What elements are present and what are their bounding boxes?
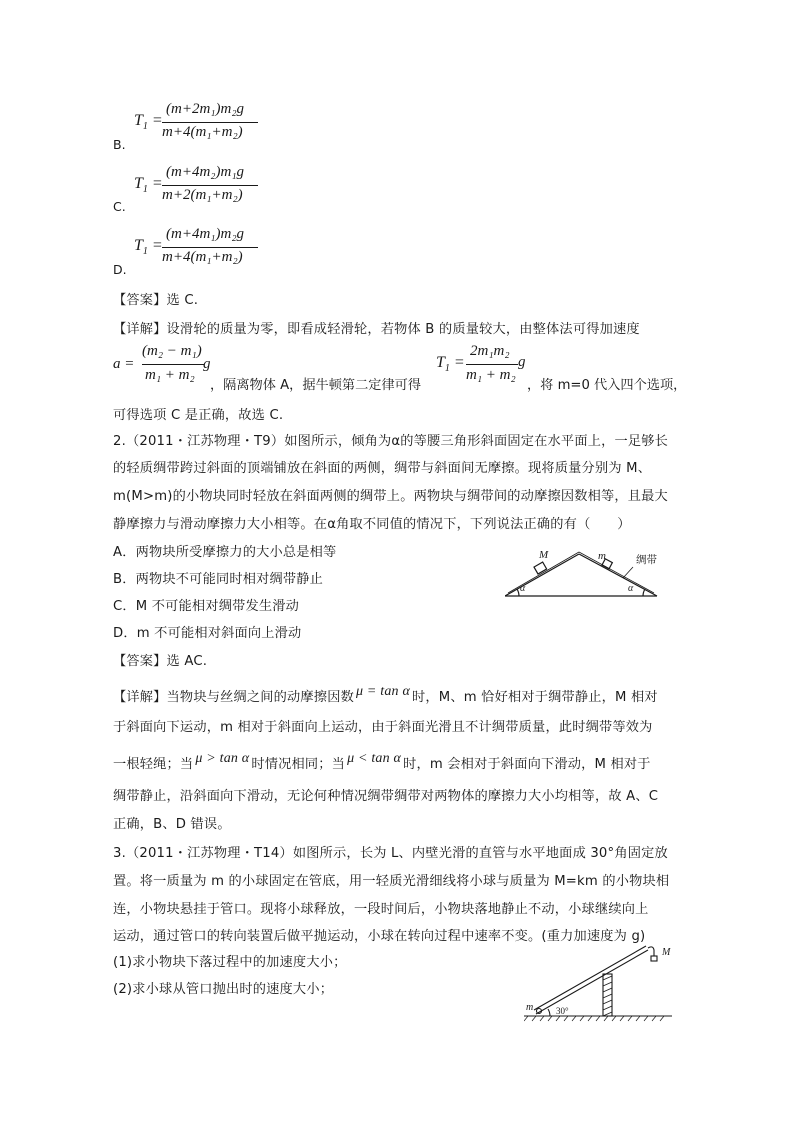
q2-detail-line4: 绸带静止，沿斜面向下滑动，无论何种情况绸带绸带对两物体的摩擦力大小均相等，故 A、C	[113, 789, 659, 804]
q3-sub-question-2: (2)求小球从管口抛出时的速度大小；	[113, 982, 334, 997]
mu-eq-tan-alpha: μ = tan α	[355, 684, 410, 699]
q1-detail-line1: 【详解】设滑轮的质量为零，即看成轻滑轮，若物体 B 的质量较大，由整体法可得加速度	[113, 322, 640, 337]
q2-answer: 【答案】选 AC.	[113, 654, 208, 669]
q1-answer: 【答案】选 C.	[113, 293, 199, 308]
accel-denominator: m₁ + m₂	[145, 367, 195, 383]
fraction-bar	[142, 364, 204, 365]
q2-label-m: m	[598, 550, 606, 562]
belt-leader	[623, 567, 633, 578]
option-b-letter: B.	[113, 137, 126, 152]
q2-detail-line2: 于斜面向下运动，m 相对于斜面向上运动，由于斜面光滑且不计绸带质量，此时绸带等效为	[113, 720, 653, 735]
angle-arc-right	[643, 589, 645, 596]
q2-stem-line1: 2.（2011・江苏物理・T9）如图所示，倾角为α的等腰三角形斜面固定在水平面上，一足够长	[113, 434, 669, 449]
q3-stem-line1: 3.（2011・江苏物理・T14）如图所示，长为 L、内壁光滑的直管与水平地面成 30°角固定放	[113, 846, 668, 861]
q2-label-alpha-left: α	[520, 583, 526, 594]
mu-lt-tan-alpha: μ < tan α	[347, 751, 402, 766]
q3-tube-figure	[524, 944, 674, 1022]
option-c-denominator: m+2(m₁+m₂)	[162, 187, 243, 203]
accel-numerator: (m₂ − m₁)	[142, 343, 202, 359]
option-d-lhs: $T_1$ =	[134, 237, 163, 258]
turning-device	[648, 947, 654, 956]
tension-fraction	[466, 343, 518, 387]
q2-detail-line3: 一根轻绳；当 μ > tan α 时情况相同；当 μ < tan α 时，m 会相对于斜面向下滑动，M 相对于	[113, 751, 651, 772]
option-c-letter: C.	[113, 199, 126, 214]
q2-stem-line4: 静摩擦力与滑动摩擦力大小相等。在α角取不同值的情况下，下列说法正确的有（ ）	[113, 517, 631, 532]
fraction-bar	[162, 247, 258, 248]
angle-arc-left	[517, 589, 519, 596]
option-b-denominator: m+4(m₁+m₂)	[162, 124, 243, 140]
option-d-numerator: (m+4m₁)m₂g	[166, 226, 245, 242]
q3-stem-line2: 置。将一质量为 m 的小球固定在管底，用一轻质光滑细线将小球与质量为 M=km 的小物块相	[113, 874, 670, 889]
option-d-fraction	[162, 226, 258, 270]
q2-detail-line1: 【详解】当物块与丝绸之间的动摩擦因数 μ = tan α 时，M、m 恰好相对于绸带静止，M 相对	[113, 684, 658, 705]
accel-fraction	[142, 343, 204, 387]
mu-gt-tan-alpha: μ > tan α	[195, 751, 250, 766]
tube-lower	[536, 950, 648, 1014]
support-hatching	[603, 976, 612, 1016]
q2-choice-a: A．两物块所受摩擦力的大小总是相等	[113, 545, 337, 560]
q2-label-M: M	[539, 549, 549, 561]
angle-arc	[548, 1009, 550, 1016]
q2-choice-c: C．M 不可能相对绸带发生滑动	[113, 599, 300, 614]
option-b-lhs: $T_1$ =	[134, 112, 163, 133]
q3-label-m: m	[526, 1002, 534, 1013]
fraction-bar	[162, 122, 258, 123]
option-d-denominator: m+4(m₁+m₂)	[162, 249, 243, 265]
option-d-letter: D.	[113, 262, 127, 277]
option-c-lhs: $T_1$ =	[134, 175, 163, 196]
q3-stem-line4: 运动，通过管口的转向装置后做平抛运动，小球在转向过程中速率不变。(重力加速度为 g)	[113, 929, 646, 944]
option-b-fraction	[162, 101, 258, 145]
tension-g: g	[518, 354, 526, 370]
q2-detail-line5: 正确，B、D 错误。	[113, 817, 231, 832]
q2-choice-d: D．m 不可能相对斜面向上滑动	[113, 626, 302, 641]
q2-choice-b: B．两物块不可能同时相对绸带静止	[113, 572, 324, 587]
option-b-numerator: (m+2m₁)m₂g	[166, 101, 245, 117]
option-c-fraction	[162, 164, 258, 208]
q2-label-alpha-right: α	[628, 583, 634, 594]
q2-stem-line2: 的轻质绸带跨过斜面的顶端铺放在斜面的两侧，绸带与斜面间无摩擦。现将质量分别为 M、	[113, 461, 652, 476]
q2-stem-line3: m(M>m)的小物块同时轻放在斜面两侧的绸带上。两物块与绸带间的动摩擦因数相等，且最大	[113, 489, 668, 504]
tension-lhs: $T_1$ =	[436, 354, 465, 375]
q1-detail-line3: 可得选项 C 是正确，故选 C.	[113, 408, 284, 423]
ground-hatching	[524, 1016, 664, 1021]
q2-label-silk: 绸带	[636, 554, 657, 566]
q3-label-30deg: 30°	[556, 1006, 569, 1016]
q1-mid-text: ，隔离物体 A，据牛顿第二定律可得	[210, 378, 422, 393]
tension-numerator: 2m₁m₂	[470, 343, 510, 359]
fraction-bar	[466, 364, 518, 365]
q3-stem-line3: 连，小物块悬挂于管口。现将小球释放，一段时间后，小物块落地静止不动，小球继续向上	[113, 902, 649, 917]
q3-label-M: M	[662, 947, 671, 958]
block-M	[651, 956, 657, 961]
fraction-bar	[162, 185, 258, 186]
option-c-numerator: (m+4m₂)m₁g	[166, 164, 245, 180]
q3-sub-question-1: (1)求小物块下落过程中的加速度大小；	[113, 955, 347, 970]
accel-g: g	[203, 356, 211, 372]
tension-denominator: m₁ + m₂	[466, 367, 516, 383]
tube-upper	[534, 946, 646, 1010]
q1-after-text: ，将 m=0 代入四个选项，	[527, 378, 687, 393]
accel-lhs: a =	[113, 356, 135, 372]
